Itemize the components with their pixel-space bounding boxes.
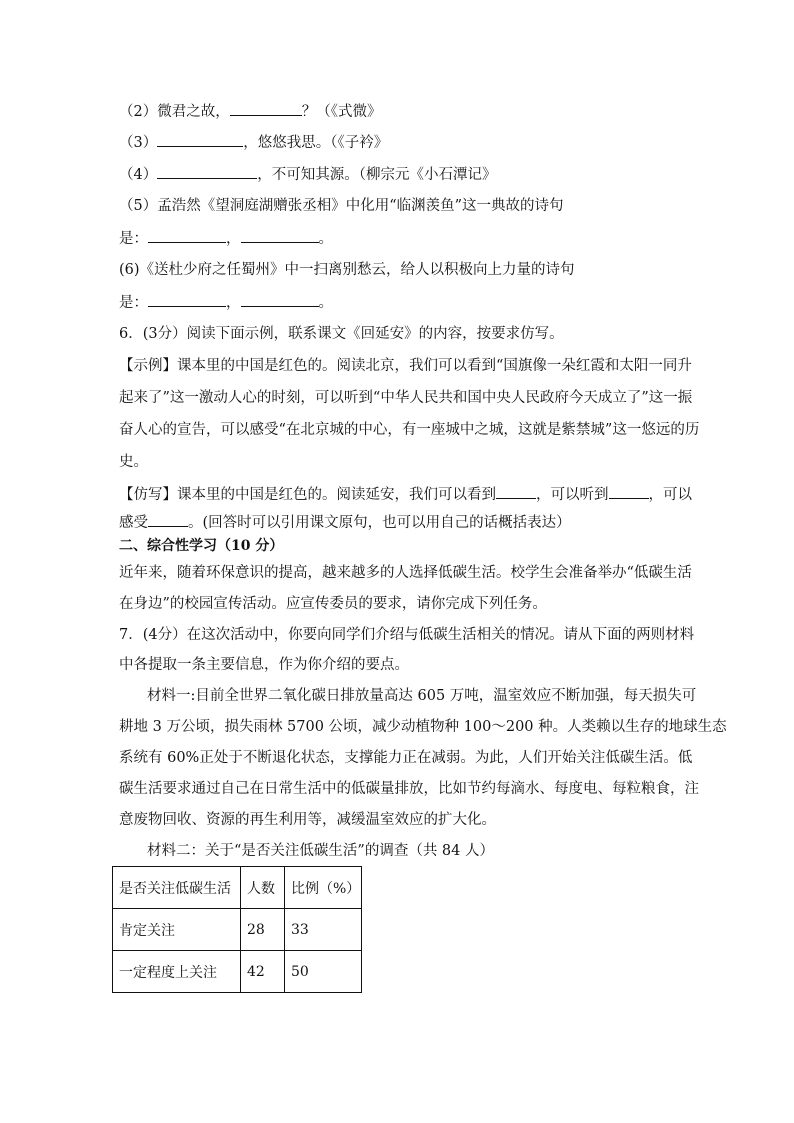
- item-number: （4）: [119, 167, 158, 183]
- answer-blank[interactable]: [241, 228, 319, 243]
- recitation-item-5-answer: [119, 228, 333, 249]
- answer-blank[interactable]: [157, 164, 257, 179]
- recitation-item-6-answer: [119, 292, 333, 313]
- question-7-title: 中各提取一条主要信息，作为你介绍的要点。: [119, 657, 409, 673]
- table-header-row: [113, 867, 362, 909]
- answer-blank[interactable]: [609, 484, 649, 499]
- item-number: （2）: [119, 104, 158, 120]
- item-text: ，悠悠我思。（《子衿》: [243, 135, 389, 151]
- recitation-item-6: [119, 260, 575, 280]
- table-cell: 肯定关注: [113, 909, 241, 951]
- table-cell: 42: [241, 951, 285, 993]
- example-line: 起来了”这一激动人心的时刻，可以听到“中华人民共和国中央人民政府今天成立了”这一振: [119, 390, 693, 406]
- table-cell: 28: [241, 909, 285, 951]
- separator: ，: [226, 295, 241, 311]
- question-7-title: 7．(4分）在这次活动中，你要向同学们介绍与低碳生活相关的情况。请从下面的两则材料: [119, 627, 695, 643]
- survey-table: [112, 866, 362, 993]
- example-line: 奋人心的宣告，可以感受“在北京城的中心，有一座城中之城，这就是紫禁城”这一悠远的历: [119, 422, 700, 438]
- section-heading: 二、综合性学习（10 分）: [119, 538, 284, 554]
- imitation-text: 【仿写】课本里的中国是红色的。阅读延安，我们可以看到: [119, 487, 496, 503]
- separator: ，: [226, 231, 241, 247]
- imitation-text: ，可以听到: [536, 487, 609, 503]
- imitation-line-1: [119, 484, 692, 505]
- section-intro-line: 在身边”的校园宣传活动。应宣传委员的要求，请你完成下列任务。: [119, 596, 547, 612]
- period: 。: [318, 231, 333, 247]
- table-row: [113, 909, 362, 951]
- recitation-item-2: [119, 101, 381, 122]
- answer-blank[interactable]: [148, 512, 188, 527]
- material-1-line: 碳生活要求通过自己在日常生活中的低碳量排放，比如节约每滴水、每度电、每粒粮食，注: [119, 781, 699, 797]
- imitation-text: 。(回答时可以引用课文原句，也可以用自己的话概括表达）: [188, 515, 571, 531]
- imitation-text: 感受: [119, 515, 148, 531]
- table-header-cell: 是否关注低碳生活: [113, 867, 241, 909]
- material-1-line: 材料一:目前全世界二氧化碳日排放量高达 605 万吨，温室效应不断加强，每天损失可: [147, 688, 697, 704]
- answer-lead: 是：: [119, 295, 148, 311]
- table-cell: 33: [285, 909, 362, 951]
- item-number: (6): [119, 262, 140, 278]
- imitation-line-2: [119, 512, 571, 533]
- answer-blank[interactable]: [241, 292, 319, 307]
- material-2-title: 材料二：关于“是否关注低碳生活”的调查（共 84 人）: [147, 843, 494, 859]
- answer-blank[interactable]: [148, 228, 226, 243]
- imitation-text: ，可以: [648, 487, 692, 503]
- table-row: [113, 951, 362, 993]
- item-text: 孟浩然《望洞庭湖赠张丞相》中化用“临渊羡鱼”这一典故的诗句: [157, 198, 564, 214]
- table-header-cell: 人数: [241, 867, 285, 909]
- table-cell: 一定程度上关注: [113, 951, 241, 993]
- example-line: 【示例】课本里的中国是红色的。阅读北京，我们可以看到“国旗像一朵红霞和太阳一同升: [119, 358, 692, 374]
- item-text: ？（《式微》: [301, 104, 382, 120]
- table-cell: 50: [285, 951, 362, 993]
- item-text: ，不可知其源。（柳宗元《小石潭记》: [257, 167, 497, 183]
- period: 。: [318, 295, 333, 311]
- example-line: 史。: [119, 454, 148, 470]
- recitation-item-3: [119, 132, 388, 153]
- item-number: （5）: [119, 198, 158, 214]
- question-6-title: 6．(3分）阅读下面示例，联系课文《回延安》的内容，按要求仿写。: [119, 326, 564, 342]
- recitation-item-4: [119, 164, 496, 185]
- section-intro-line: 近年来，随着环保意识的提高，越来越多的人选择低碳生活。校学生会准备举办“低碳生活: [119, 565, 692, 581]
- item-text: 微君之故，: [157, 104, 230, 120]
- item-number: （3）: [119, 135, 158, 151]
- material-1-line: 系统有 60%正处于不断退化状态，支撑能力正在减弱。为此，人们开始关注低碳生活。低: [119, 750, 693, 766]
- answer-blank[interactable]: [148, 292, 226, 307]
- answer-blank[interactable]: [230, 101, 302, 116]
- material-1-line: 耕地 3 万公顷，损失雨林 5700 公顷，减少动植物种 100～200 种。人类赖以生存的地球生态: [119, 719, 727, 735]
- answer-blank[interactable]: [157, 132, 243, 147]
- answer-blank[interactable]: [496, 484, 536, 499]
- table-header-cell: 比例（%）: [285, 867, 362, 909]
- recitation-item-5: [119, 196, 564, 216]
- item-text: 《送杜少府之任蜀州》中一扫离别愁云，给人以积极向上力量的诗句: [139, 262, 575, 278]
- material-1-line: 意废物回收、资源的再生利用等，减缓温室效应的扩大化。: [119, 812, 496, 828]
- answer-lead: 是：: [119, 231, 148, 247]
